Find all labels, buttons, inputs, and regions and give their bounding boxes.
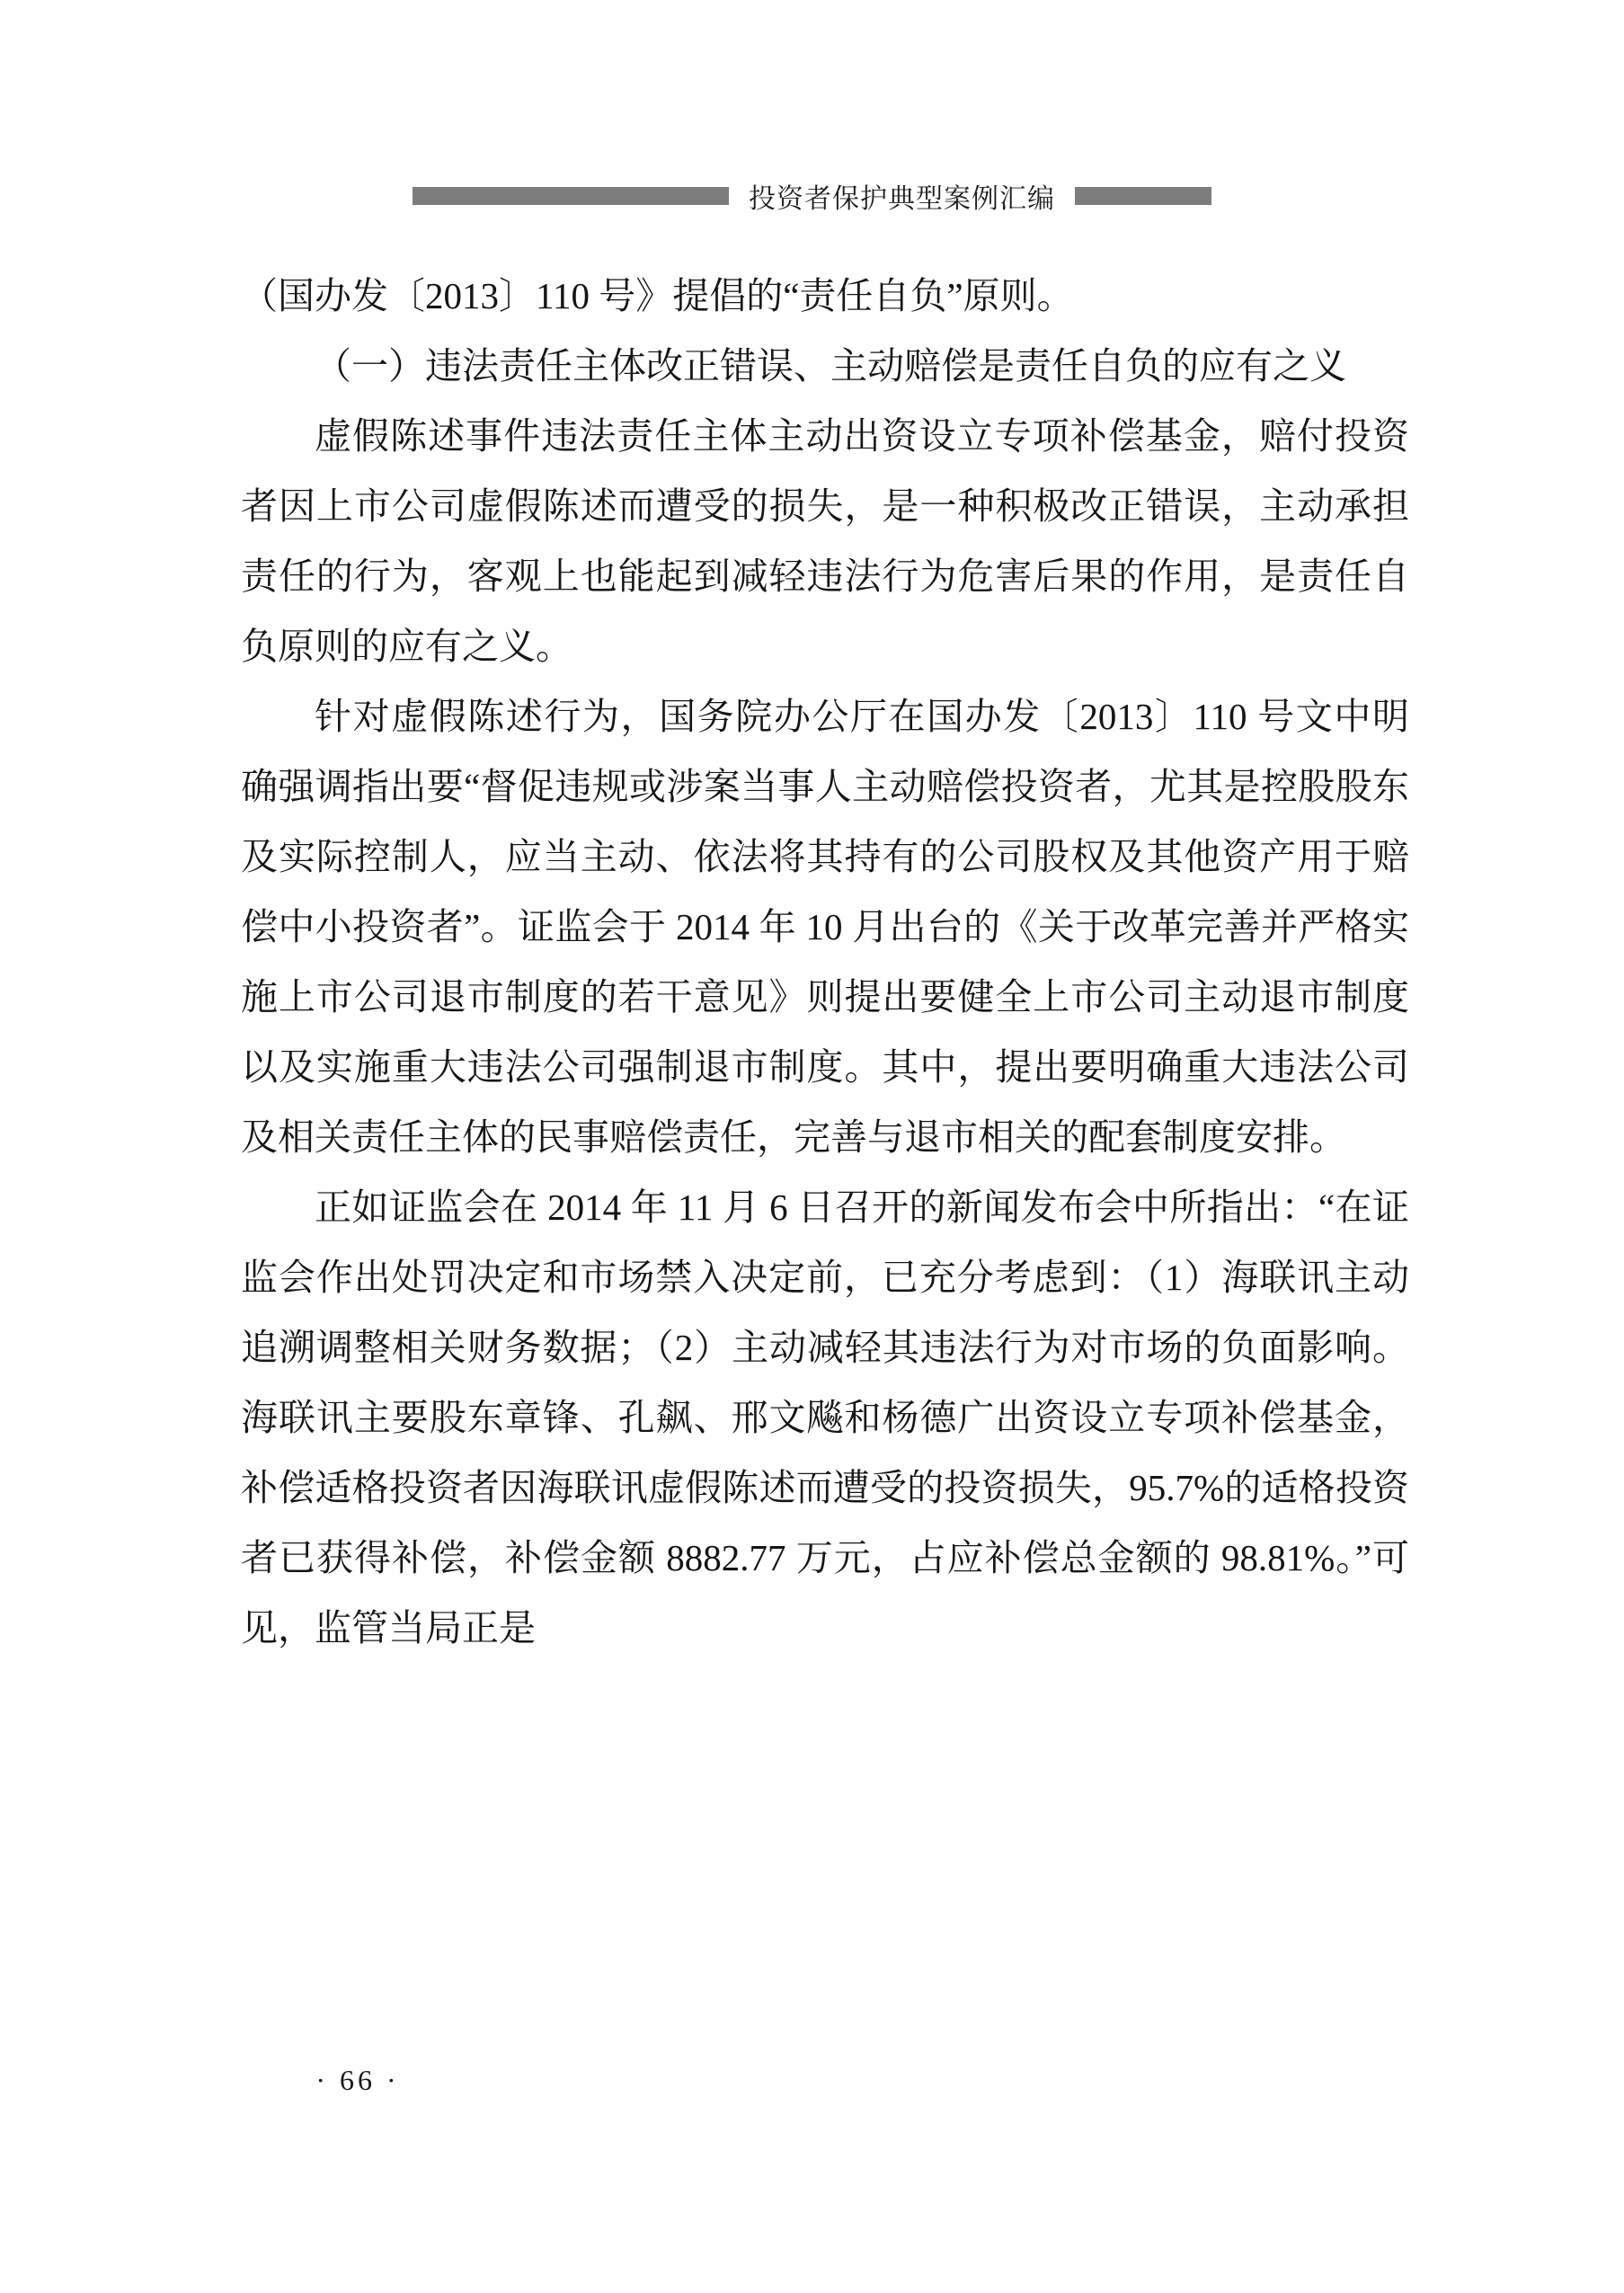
header-rule-right xyxy=(1075,187,1211,205)
header-title: 投资者保护典型案例汇编 xyxy=(749,184,1055,214)
page-number: · 66 · xyxy=(315,2064,400,2096)
body-text xyxy=(241,261,1409,1663)
header-rule-left xyxy=(413,187,729,205)
paragraph: （一）违法责任主体改正错误、主动赔偿是责任自负的应有之义 xyxy=(315,345,1346,387)
page-header xyxy=(0,176,1624,216)
paragraph: （国办发〔2013〕110 号》提倡的“责任自负”原则。 xyxy=(241,275,1074,316)
paragraph: 虚假陈述事件违法责任主体主动出资设立专项补偿基金，赔付投资者因上市公司虚假陈述而遭受的损失，是一种积极改正错误，主动承担责任的行为，客观上也能起到减轻违法行为危害后果的作用，是责任自负原则的应有之义。 xyxy=(241,415,1409,667)
paragraph: 正如证监会在 2014 年 11 月 6 日召开的新闻发布会中所指出：“在证监会作出处罚决定和市场禁入决定前，已充分考虑到：（1）海联讯主动追溯调整相关财务数据；（2）主动减轻其违法行为对市场的负面影响。海联讯主要股东章锋、孔飙、邢文飚和杨德广出资设立专项补偿基金，补偿适格投资者因海联讯虚假陈述而遭受的投资损失，95.7%的适格投资者已获得补偿，补偿金额 8882.77 万元，占应补偿总金额的 98.81%。”可见，监管当局正是 xyxy=(241,1186,1409,1649)
paragraph: 针对虚假陈述行为，国务院办公厅在国办发〔2013〕110 号文中明确强调指出要“督促违规或涉案当事人主动赔偿投资者，尤其是控股股东及实际控制人，应当主动、依法将其持有的公司股权及其他资产用于赔偿中小投资者”。证监会于 2014 年 10 月出台的《关于改革完善并严格实施上市公司退市制度的若干意见》则提出要健全上市公司主动退市制度以及实施重大违法公司强制退市制度。其中，提出要明确重大违法公司及相关责任主体的民事赔偿责任，完善与退市相关的配套制度安排。 xyxy=(241,696,1409,1158)
